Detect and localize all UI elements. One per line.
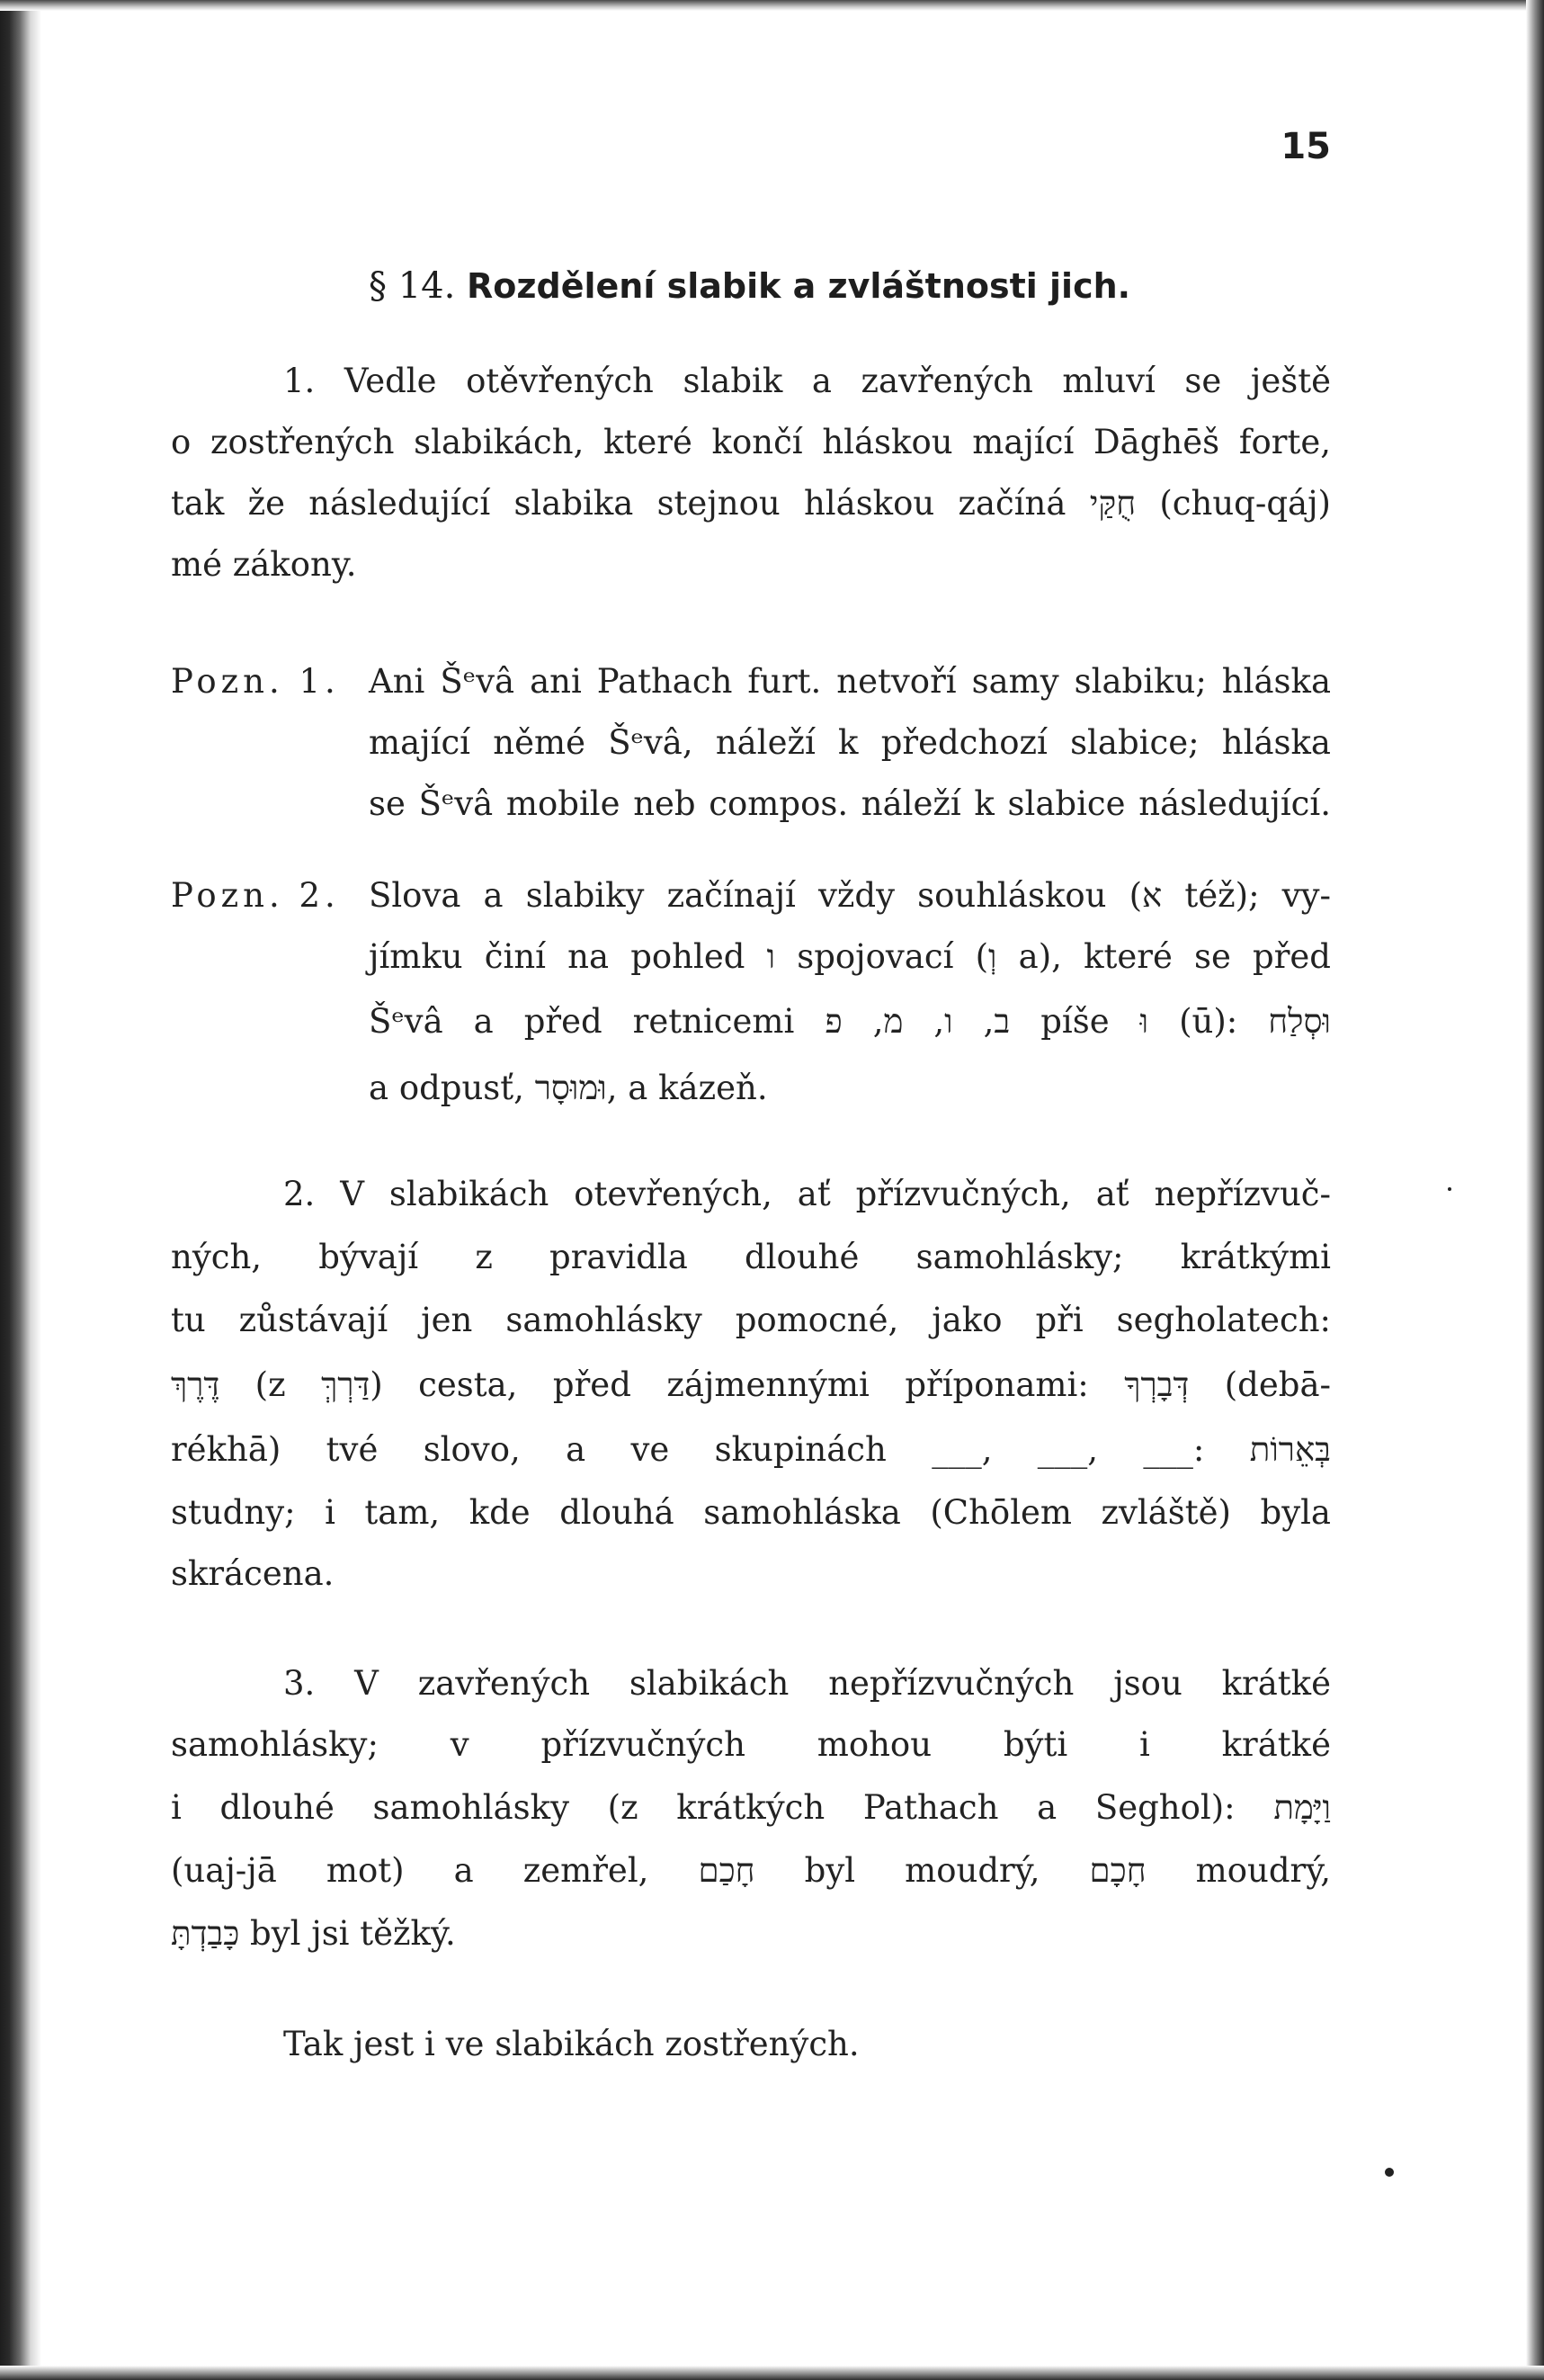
note2-line-4: a odpusť, וּמוּסָר, a kázeň. (369, 1069, 768, 1107)
paragraph2-line-1: 2. V slabikách otevřených, ať přízvučných, ať nepřízvuč- (283, 1175, 1331, 1213)
section-heading (369, 265, 1268, 307)
note1-line-2: mající němé Šᵉvâ, náleží k předchozí slabice; hláska (369, 723, 1331, 762)
paragraph2-line-2: ných, bývají z pravidla dlouhé samohlásky; krátkými (171, 1238, 1331, 1276)
note1-label: Pozn. 1. (171, 662, 340, 701)
scan-speck (1385, 2168, 1394, 2177)
paragraph2-line-7: skrácena. (171, 1554, 335, 1593)
section-title: Rozdělení slabik a zvláštnosti jich. (467, 266, 1131, 306)
page-number: 15 (1281, 126, 1331, 167)
paragraph3-line-3: i dlouhé samohlásky (z krátkých Pathach a Seghol): וַיָּמָת (171, 1788, 1331, 1827)
paragraph3-line-1: 3. V zavřených slabikách nepřízvučných jsou krátké (283, 1664, 1331, 1703)
note2-line-2: jímku činí na pohled ו spojovací (וְ a), které se před (369, 937, 1331, 976)
paragraph2-line-5: rékhā) tvé slovo, a ve skupinách ___, ___, ___: בְּאֵרוֹת (171, 1430, 1331, 1469)
note2-line-1: Slova a slabiky začínají vždy souhláskou (א též); vy- (369, 876, 1331, 915)
scan-edge-top (0, 0, 1544, 11)
note2-label: Pozn. 2. (171, 876, 340, 915)
scan-edge-right (1526, 0, 1544, 2380)
paragraph3-line-5: כָּבַדְתָּ byl jsi těžký. (171, 1914, 456, 1953)
paragraph2-line-3: tu zůstávají jen samohlásky pomocné, jako při segholatech: (171, 1301, 1331, 1339)
section-number: § 14. (369, 265, 456, 307)
scan-edge-bottom (0, 2366, 1544, 2380)
paragraph3-line-4: (uaj-jā mot) a zemřel, חָכַם byl moudrý, חָכָם moudrý, (171, 1851, 1331, 1890)
paragraph1-line-3: tak že následující slabika stejnou hláskou začíná חֻקַּי (chuq-qáj) (171, 484, 1331, 523)
note1-line-1: Ani Šᵉvâ ani Pathach furt. netvoří samy slabiku; hláska (369, 662, 1331, 701)
note2-line-3: Šᵉvâ a před retnicemi ב, ו, מ, פ píše וּ (ū): וּסְלַח (369, 1002, 1331, 1041)
paragraph1-line-1: 1. Vedle otěvřených slabik a zavřených mluví se ještě (283, 362, 1331, 400)
paragraph2-line-6: studny; i tam, kde dlouhá samohláska (Chōlem zvláště) byla (171, 1493, 1331, 1532)
paragraph2-line-4: דֶּרֶךְ (z דַּרְךְּ) cesta, před zájmennými příponami: דְּבָרְךָ (debā- (171, 1365, 1331, 1404)
note1-line-3: se Šᵉvâ mobile neb compos. náleží k slabice následující. (369, 784, 1331, 823)
scan-speck (1448, 1187, 1451, 1191)
scan-edge-left (0, 0, 41, 2380)
paragraph1-line-2: o zostřených slabikách, které končí hláskou mající Dāghēš forte, (171, 423, 1331, 461)
paragraph1-line-4: mé zákony. (171, 545, 357, 584)
paragraph3-line-2: samohlásky; v přízvučných mohou býti i krátké (171, 1725, 1331, 1764)
closing-sentence: Tak jest i ve slabikách zostřených. (283, 2025, 860, 2063)
